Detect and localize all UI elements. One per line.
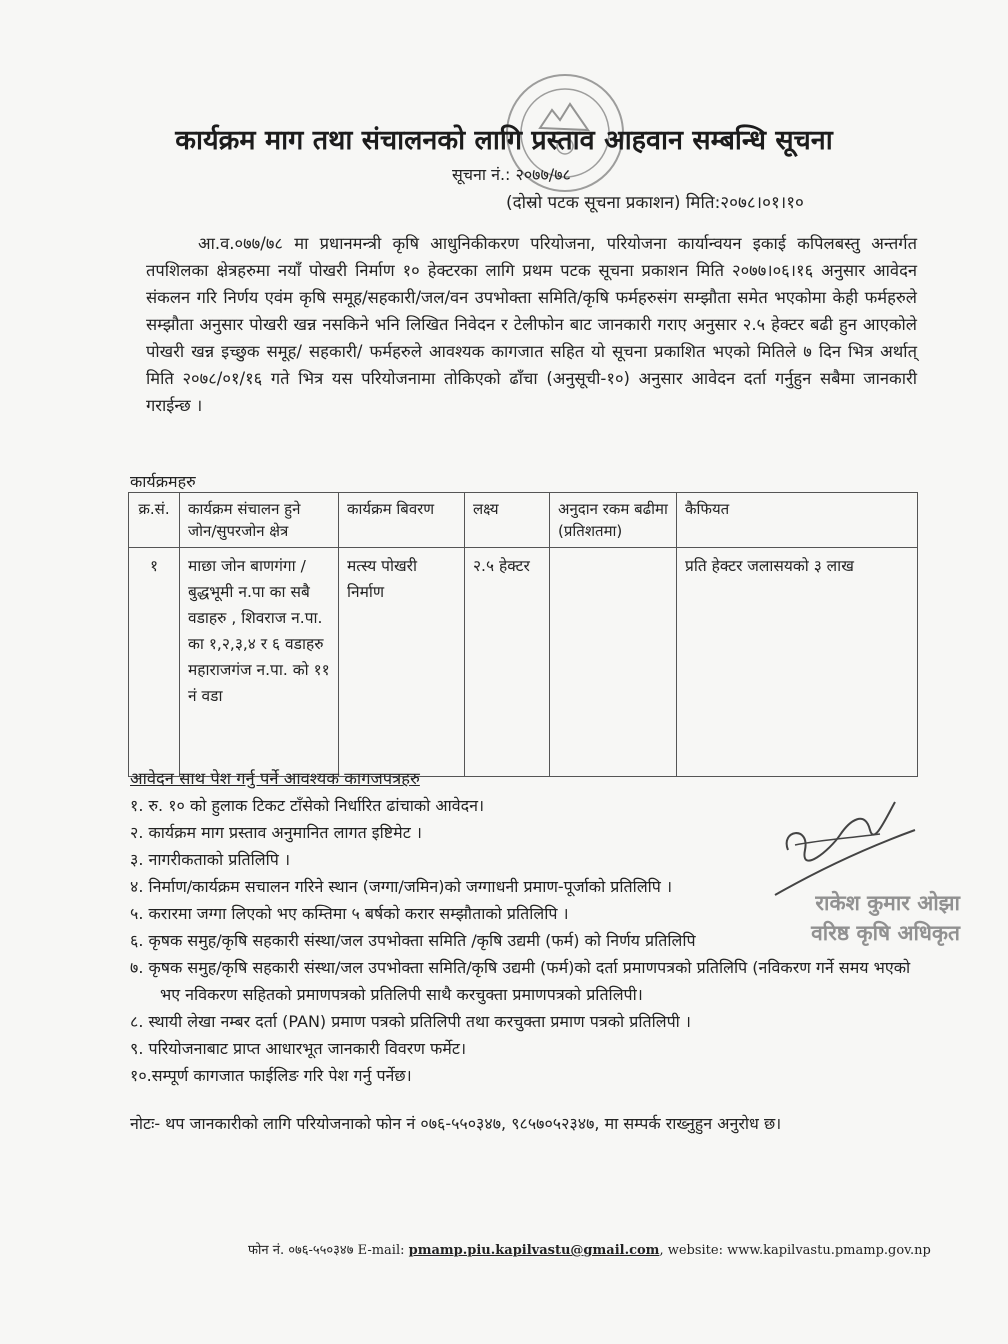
list-item: १०.सम्पूर्ण कागजात फाईलिङ गरि पेश गर्नु पर्नेछ। <box>130 1066 412 1085</box>
publication-date: (दोस्रो पटक सूचना प्रकाशन) मिति:२०७८।०१।१० <box>506 193 804 213</box>
list-item: ७. कृषक समुह/कृषि सहकारी संस्था/जल उपभोक्ता समिति/कृषि उद्यमी (फर्म)को दर्ता प्रमाणपत्रको प्रतिलिपि (नविकरण गर्ने समय भएको भए नविकरण सहितको प्रमाणपत्रको प्रतिलिपी साथै करचुक्ता प्रमाणपत्रको प्रतिलिपी। <box>130 958 911 1004</box>
list-item: ९. परियोजनाबाट प्राप्त आधारभूत जानकारी विवरण फर्मेट। <box>130 1039 467 1058</box>
officer-stamp <box>740 888 960 948</box>
footer-phone: फोन नं. ०७६-५५०३४७ E-mail: <box>248 1243 405 1258</box>
cell-remarks: प्रति हेक्टर जलासयको ३ लाख <box>677 548 918 777</box>
table-row <box>129 548 918 777</box>
list-item: ५. करारमा जग्गा लिएको भए कम्तिमा ५ बर्षको करार सम्झौताको प्रतिलिपि । <box>130 904 569 923</box>
stamp-title: वरिष्ठ कृषि अधिकृत <box>811 921 960 945</box>
signature-icon <box>770 790 920 900</box>
programs-table <box>128 492 918 777</box>
table-header-row <box>129 493 918 548</box>
cell-grant <box>550 548 677 777</box>
header-serial: क्र.सं. <box>129 493 180 548</box>
list-item: ६. कृषक समुह/कृषि सहकारी संस्था/जल उपभोक्ता समिति /कृषि उद्यमी (फर्म) को निर्णय प्रतिलिपि <box>130 931 696 950</box>
list-item: ३. नागरीकताको प्रतिलिपि । <box>130 850 291 869</box>
list-item: २. कार्यक्रम माग प्रस्ताव अनुमानित लागत इष्टिमेट । <box>130 823 422 842</box>
list-item: १. रु. १० को हुलाक टिकट टाँसेको निर्धारित ढांचाको आवेदन। <box>130 796 485 815</box>
page-title: कार्यक्रम माग तथा संचालनको लागि प्रस्ताव आहवान सम्बन्धि सूचना <box>175 125 833 156</box>
header-description: कार्यक्रम बिवरण <box>339 493 465 548</box>
header-zone: कार्यक्रम संचालन हुने जोन/सुपरजोन क्षेत्र <box>180 493 339 548</box>
list-item: ४. निर्माण/कार्यक्रम सचालन गरिने स्थान (जग्गा/जमिन)को जग्गाधनी प्रमाण-पूर्जाको प्रतिलिपि । <box>130 877 673 896</box>
footer-email-link[interactable]: pmamp.piu.kapilvastu@gmail.com <box>408 1243 660 1258</box>
footer-website: , website: www.kapilvastu.pmamp.gov.np <box>659 1243 931 1258</box>
cell-description: मत्स्य पोखरी निर्माण <box>339 548 465 777</box>
notice-body <box>146 230 917 419</box>
header-grant: अनुदान रकम बढीमा (प्रतिशतमा) <box>550 493 677 548</box>
notice-number: सूचना नं.: २०७७/७८ <box>452 165 571 184</box>
programs-label: कार्यक्रमहरु <box>130 472 196 491</box>
note-text: नोटः- थप जानकारीको लागि परियोजनाको फोन नं ०७६-५५०३४७, ९८५७०५२३४७, मा सम्पर्क राख्नुहुन अनुरोध छ। <box>130 1114 782 1133</box>
cell-serial: १ <box>129 548 180 777</box>
stamp-name: राकेश कुमार ओझा <box>815 891 960 915</box>
requirements-heading: आवेदन साथ पेश गर्नु पर्ने आवश्यक कागजपत्रहरु <box>130 769 420 788</box>
cell-target: २.५ हेक्टर <box>465 548 550 777</box>
list-item: ८. स्थायी लेखा नम्बर दर्ता (PAN) प्रमाण पत्रको प्रतिलिपी तथा करचुक्ता प्रमाण पत्रको प्रतिलिपी । <box>130 1012 691 1031</box>
header-remarks: कैफियत <box>677 493 918 548</box>
cell-zone: माछा जोन बाणगंगा /बुद्धभूमी न.पा का सबै वडाहरु , शिवराज न.पा. का १,२,३,४ र ६ वडाहरु महाराजगंज न.पा. को ११ नं वडा <box>180 548 339 777</box>
header-target: लक्ष्य <box>465 493 550 548</box>
body-paragraph: आ.व.०७७/७८ मा प्रधानमन्त्री कृषि आधुनिकीकरण परियोजना, परियोजना कार्यान्वयन इकाई कपिलबस्तु अन्तर्गत तपशिलका क्षेत्रहरुमा नयाँ पोखरी निर्माण १० हेक्टरका लागि प्रथम पटक सूचना प्रकाशन मिति २०७७।०६।१६ अनुसार आवेदन संकलन गरि निर्णय एवंम कृषि समूह/सहकारी/जल/वन उपभोक्ता समिति/कृषि फर्महरुसंग सम्झौता समेत भएकोमा केही फर्महरुले सम्झौता अनुसार पोखरी खन्न नसकिने भनि लिखित निवेदन र टेलीफोन बाट जानकारी गराए अनुसार २.५ हेक्टर बढी हुन आएकोले पोखरी खन्न इच्छुक समूह/ सहकारी/ फर्महरुले आवश्यक कागजात सहित यो सूचना प्रकाशित भएको मितिले ७ दिन भित्र अर्थात् मिति २०७८/०१/१६ गते भित्र यस परियोजनामा तोकिएको ढाँचा (अनुसूची-१०) अनुसार आवेदन दर्ता गर्नुहुन सबैमा जानकारी गराईन्छ । <box>146 234 917 415</box>
footer <box>248 1240 931 1258</box>
